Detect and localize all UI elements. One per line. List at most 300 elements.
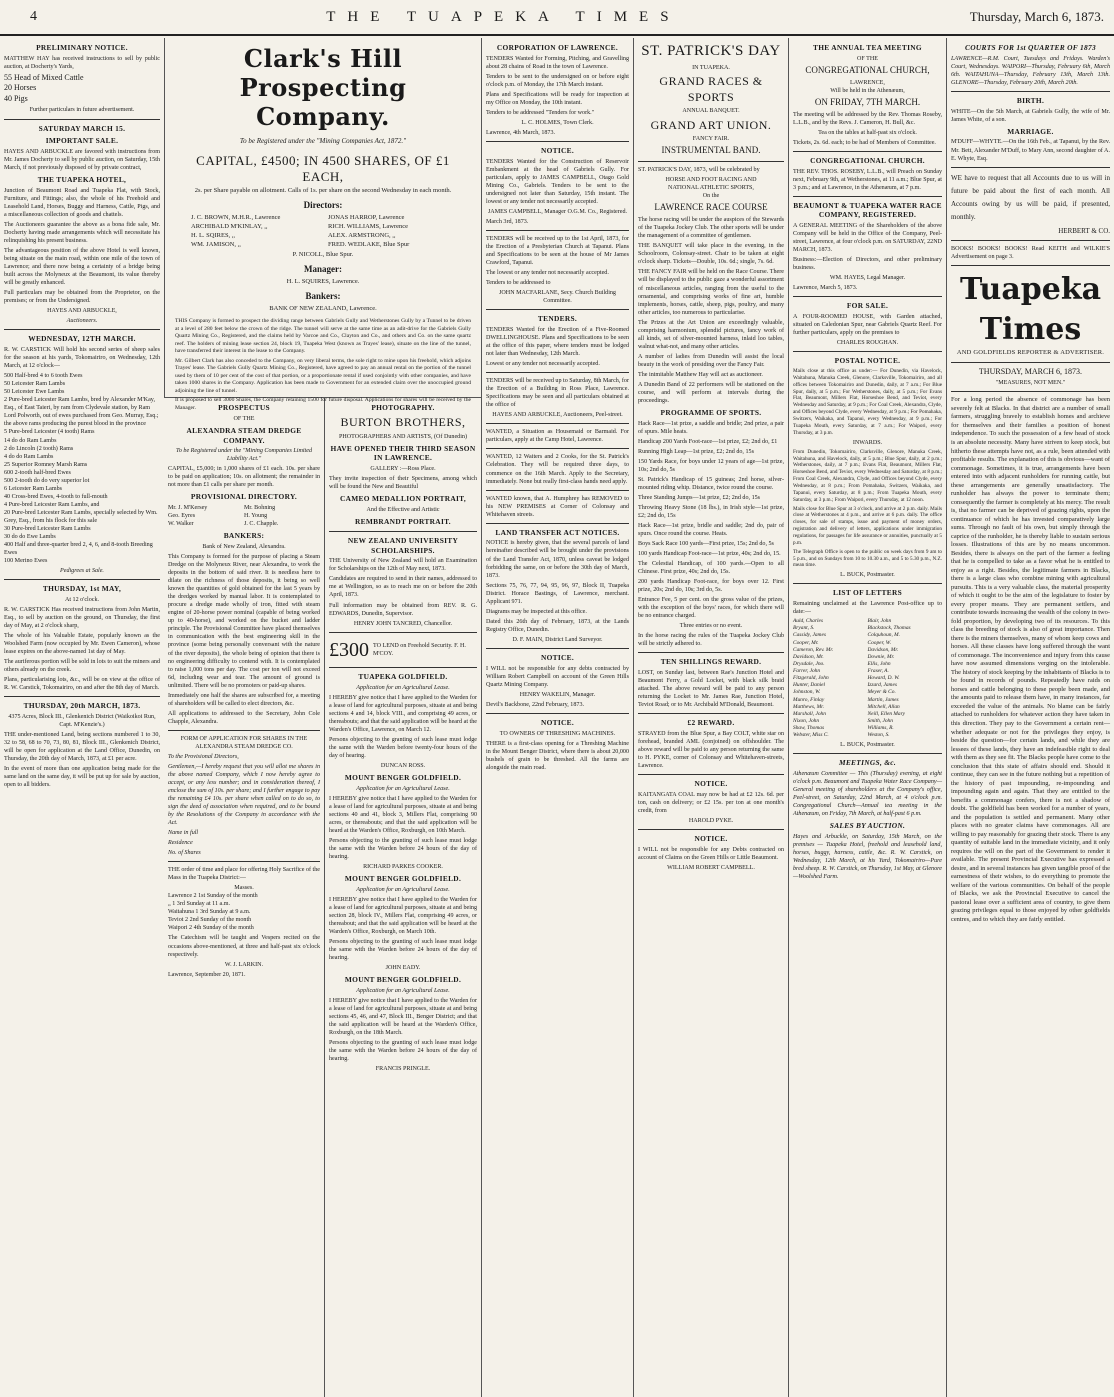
burton-brothers: BURTON BROTHERS, [340, 414, 466, 429]
sheep-item: 600 2-tooth half-bred Ewes [4, 469, 71, 476]
addressee: Howard, D. W. [867, 675, 900, 682]
event-item: Handicap 200 Yards Foot-race—1st prize, £2; 2nd do, £1 [638, 438, 778, 445]
notice-heading: NOTICE. [540, 652, 575, 662]
for-sale-heading: FOR SALE. [846, 301, 889, 311]
pedigree-note: Pedigrees at Sale. [60, 568, 104, 574]
land-transfer-body: Sections 75, 76, 77, 94, 95, 96, 97, Block II, Tuapeka District. Horace Bastings, of Lawrence, merchant. Applicant 971. [486, 582, 629, 605]
bankers-heading: Bankers: [305, 291, 341, 301]
director-name: JONAS HARROP, Lawrence [328, 214, 405, 221]
directors-list [175, 214, 471, 248]
gallery-location: GALLERY :—Ross Place. [370, 466, 436, 473]
addressee: Davidson, Mr. [867, 646, 899, 653]
divider [793, 296, 942, 297]
mass-row: Lawrence 2 1st Sunday of the month [168, 893, 258, 900]
column-7 [946, 38, 1114, 1397]
church-tender: The lowest or any tender not necessarily accepted. [486, 270, 609, 277]
third-season: HAVE OPENED THEIR THIRD SEASON IN LAWRENCE. [330, 443, 476, 463]
mass-row: Waitahuna 1 3rd Sunday at 9 a.m. [168, 909, 251, 916]
addressee: Johnston, W. [793, 689, 821, 696]
form-field-shares: No. of Shares [168, 850, 201, 857]
land-auction-note: In the event of more than one application being made for the same land on the same day, it will be put up for sale by auction, open to all bidders. [4, 766, 160, 789]
director-last: P. NICOLL, Blue Spur. [292, 251, 354, 258]
addressee: Hunter, Daniel [793, 682, 826, 689]
reward-heading: TEN SHILLINGS REWARD. [660, 657, 762, 667]
capital-terms: 2s. per Share payable on allotment. Calls of 1s. per share on the second Wednesday in each month. [194, 187, 452, 194]
telegraph-hours: The Telegraph Office is open to the public on week days from 9 am to 5 p.m., and on Sundays from 10 to 10.30 a.m., and 5 to 5.30 p.m., N.Z. mean time. [793, 548, 942, 569]
threshing-body: THERE is a first-class opening for a Threshing Machine in the Mount Benger District, where there is about 20,000 bushels of grain to be threshed. All the farms are alongside the main road. [486, 740, 629, 771]
sheep-item: 50 Leicester Ewe Lambs [4, 389, 65, 396]
director-name: WM. JAMISON, ,, [191, 241, 241, 248]
sheep-item: 30 Pure-bred Leicester Ram Lambs [4, 525, 91, 532]
event-item: St. Patrick's Handicap of 15 guineas; 2nd horse, silver-mounted riding whip. Distance, twice round the course. [638, 476, 784, 491]
dredge-capital: CAPITAL, £5,000; in 1,000 shares of £1 each. 10s. per share to be paid on application; 10s. on allotment; the remainder in not more than £1 calls per share per month. [168, 466, 320, 489]
debt-notice: I WILL not be responsible for any debts contracted by William Robert Campbell on account of the Green Hills Quartz Mining Company. [486, 665, 629, 688]
sheep-item: 4 Pure-bred Leicester Ram Lambs, and [4, 501, 100, 508]
dwelling-tender: Lowest or any tender not necessarily accepted. [486, 361, 600, 368]
priest-signature: W. J. LARKIN. [224, 961, 264, 968]
director-name: H. Young [244, 513, 268, 520]
addressee: Matthews, Mr. [793, 703, 824, 710]
tea-time: Tea on the tables at half-past six o'clock. [818, 129, 917, 136]
fancy-fair-title: FANCY FAIR. [692, 136, 730, 143]
issue-date: Thursday, March 6, 1873. [969, 9, 1104, 24]
divider [951, 391, 1110, 392]
event-item: Running High Leap—1st prize, £2; 2nd do, 15s [638, 448, 754, 455]
form-body: Gentlemen,—I hereby request that you will allot me shares in the above named Company, which I now hereby agree to accept, or any less number; and in consideration thereof, I enclose the sum of 10s. per share; and I further engage to pay the remaining £4 10s. per share when called on to do so, to sign the deed of association when required, and to be bound by the Resolutions of the Company in accordance with the Act. [168, 763, 320, 827]
sales-heading: SALES BY AUCTION. [829, 821, 906, 831]
mass-row: Teviot 2 2nd Sunday of the month [168, 917, 252, 924]
addressee: Ellis, John [867, 660, 891, 667]
sales-body: Hayes and Arbuckle, on Saturday, 15th March, on the premises — Tuapeka Hotel, freehold and leasehold land, horses, buggy, harness, cattle, &c. R. W. Carstick, on Wednesday, 12th March, at his Yard, Tokomairiro—Pure bred sheep. R. W. Carstick, on Thursday, 1st May, at Glenore—Woolshed Farm. [793, 834, 942, 881]
meeting-body: The meeting will be addressed by the Rev. Thomas Roseby, L.L.B., and by the Revs. J. Cameron, H. Bull, &c. [793, 111, 942, 126]
divider [638, 829, 784, 830]
masthead [0, 0, 1114, 36]
divider [4, 119, 160, 120]
divider [793, 196, 942, 197]
coal-notice: KAITANGATA COAL may now be had at £2 12s. 6d. per ton, cash on delivery; or £2 15s. per ton at one month's credit, from [638, 792, 784, 815]
lease-objection: Persons objecting to the granting of such lease must lodge the same with the Warden before 24 hours of the day of hearing. [329, 1040, 477, 1063]
surveyor-signature: D. F. MAIN, District Land Surveyor. [512, 636, 603, 643]
divider [486, 523, 629, 524]
hayes-signature: HAYES AND ARBUCKLE, Auctioneers, Peel-street. [492, 412, 623, 419]
wanted-ad: WANTED known, that A. Humphrey has REMOVED to his NEW PREMISES at Corner of Colonsay and Whitehaven streets. [486, 495, 629, 518]
addressee: Colquhoun, M. [867, 632, 900, 639]
dredge-applications: All applications to addressed to the Secretary, John Cole Chapple, Alexandra. [168, 710, 320, 725]
programme-heading: PROGRAMME OF SPORTS. [660, 407, 762, 417]
letters-heading: LIST OF LETTERS [833, 588, 902, 598]
rules-note: In the horse racing the rules of the Tuapeka Jockey Club will be strictly adhered to. [638, 633, 784, 648]
reservoir-date: March 3rd, 1873. [486, 219, 529, 226]
event-item: The Celestial Handicap, of 100 yards.—Open to all Chinese. First prize, 40s; 2nd do, 15s. [638, 561, 784, 576]
letters-names [793, 618, 942, 739]
edition-date: THURSDAY, MARCH 6, 1873. [978, 366, 1083, 376]
races-title: GRAND RACES & SPORTS [659, 73, 763, 104]
bona-fide-paragraph: The Auctioneers guarantee the above as a bona fide sale, Mr. Docherty having made arrangements which will necessitate his relinquishing his present business. [4, 222, 160, 245]
addressee: Fitzgerald, John [793, 675, 829, 682]
divider [168, 861, 320, 862]
church-tender: Tenders to be addressed to [486, 280, 551, 287]
divider [486, 423, 629, 424]
column-3 [324, 398, 481, 1397]
goldfield-heading: TUAPEKA GOLDFIELD. [358, 671, 448, 681]
director-name: Geo. Eyres [168, 513, 196, 520]
postal-closing: Mails close for Blue Spur at 3 o'clock, and arrive at 2 p.m. daily. Mails close at Wetherstones at 4 p.m., and arrive at 6 p.m. daily. The office closes, for sale of stamps, issue and payment of money orders, registration and delivery of letters, applications under immigration regulations, for passages for life assurance or annuities, punctually at 5 p.m. [793, 505, 942, 546]
hotel-heading: THE TUAPEKA HOTEL, [37, 175, 127, 185]
macfarlane-signature: JOHN MACFARLANE, Secy. Church Building Committee. [499, 290, 616, 305]
sheep-item: 6 Leicester Ram Lambs [4, 485, 63, 492]
notice-heading: NOTICE. [540, 146, 575, 156]
divider [486, 490, 629, 491]
mass-row: „ 1 3rd Sunday at 11 a.m. [168, 901, 231, 908]
livestock-item: 40 Pigs [4, 93, 28, 103]
land-transfer-body: Diagrams may be inspected at this office. [486, 608, 587, 615]
university-body: Candidates are required to send in their names, addressed to me at Wellington, so as to reach me on or before the 20th April, 1873. [329, 576, 477, 599]
university-heading: NEW ZEALAND UNIVERSITY SCHOLARSHIPS. [347, 535, 459, 555]
dredge-directors [168, 504, 320, 528]
land-notice: THE under-mentioned Land, being sections numbered 1 to 30, 32 to 58, 68 to 70, 73, 80, 81, Block III., Glenkenich District, will be open for application at the Land Office, Dunedin, on Thursday, the 20th day of March, 1873, at £1 per acre. [4, 731, 160, 763]
form-field-name: Name in full [168, 830, 199, 837]
dredge-registration: To be Registered under the "Mining Companies Limited Liability Act." [176, 448, 312, 463]
further-particulars: Further particulars in future advertisement. [29, 107, 135, 114]
meeting-date: ON FRIDAY, 7TH MARCH. [814, 96, 921, 107]
hayes-signature: WM. HAYES, Legal Manager. [829, 275, 906, 282]
event-item: Boys Sack Race 100 yards—First prize, 15s; 2nd do, 5s [638, 541, 774, 548]
lease-objection: Persons objecting to the granting of such lease must lodge the same with the Warden before 24 hours of the day of hearing. [329, 838, 477, 861]
divider [329, 667, 477, 668]
venue: Will be held in the Athenæum, [830, 87, 905, 94]
mass-row: Waipori 2 4th Sunday of the month [168, 925, 254, 932]
form-field-residence: Residence [168, 840, 193, 847]
church-heading: CONGREGATIONAL CHURCH. [810, 155, 925, 165]
road-tender: Plans and Specifications will be ready for inspection at my Office on Monday, the 10th instant. [486, 91, 629, 106]
lease-notice: I HEREBY give notice that I have applied to the Warden for a lease of land for agricultural purposes, situate at and being section 28, block IV., Millers Flat, comprising 49 acres, or thereabout; and that the said application will be heard at the Warden's Office, Roxburgh, on March 10th. [329, 896, 477, 936]
bank-name: Bank of New Zealand, Alexandra. [202, 544, 286, 551]
divider [793, 351, 942, 352]
divider [793, 151, 942, 152]
event-list [638, 420, 784, 595]
sheep-item: 2 do Lincoln (2 tooth) Rams [4, 445, 74, 452]
road-tender: TENDERS Wanted for Forming, Pitching, and Gravelling about 28 chains of Road in the town of Lawrence. [486, 55, 629, 70]
hay-notice: MATTHEW HAY has received instructions to sell by public auction, at Docherty's Yards, [4, 55, 160, 70]
water-race-date: Lawrence, March 5, 1873. [793, 285, 858, 292]
dredge-body: This Company is formed for the purpose of placing a Steam Dredge on the Molyneux River, near Alexandra, to work the deposits in the bottom of said river. It is needless here to dilate on the richness of those deposits, it being so well known the quantities of gold obtained for the last 5 years by the dredges worked by manual labor. It is contemplated to procure a dredge made wholly of iron, fitted with steam engine of 20-horse power nominal (capable of being worked up to 40-horse), and worked on the bucket and ladder principle. The Provisional Committee have placed themselves in communication with the best engineering skill in the province (some being personally conversant with the nature of the river deposits), the whole being of opinion that there is no engineering difficulty to contend with. It is contemplated to raise 1,000 tons per day. The cost per ton will not exceed 6d, including wear and tear. The amount of ground is unlimited. There will be no promoters or paid-up shares. [168, 554, 320, 689]
director-name: FRED. WEDLAKE, Blue Spur [328, 241, 410, 248]
campbell-signature: WILLIAM ROBERT CAMPBELL. [667, 865, 755, 872]
divider [168, 730, 320, 731]
addressee: Farrer, John [793, 668, 821, 674]
letters-intro: Remaining unclaimed at the Lawrence Post-office up to date:— [793, 601, 942, 616]
postmaster-signature: L. BUCK, Postmaster. [840, 742, 895, 749]
photography-heading: PHOTOGRAPHY. [371, 403, 435, 412]
threshing-heading: TO OWNERS OF THRESHING MACHINES. [499, 730, 616, 737]
prospectus-heading: PROSPECTUS [218, 403, 270, 412]
thursday-time: At 12 o'clock. [64, 596, 100, 603]
inwards-heading: INWARDS. [852, 439, 883, 446]
column-1 [0, 38, 164, 1397]
lease-signature: FRANCIS PRINGLE. [375, 1066, 431, 1073]
addressee: Marshall, John [793, 710, 826, 717]
dredge-meeting: Immediately one half the shares are subscribed for, a meeting of shareholders will be called to elect directors, &c. [168, 692, 320, 707]
lend-advert [329, 637, 477, 663]
application-form-heading: FORM OF APPLICATION FOR SHARES IN THE ALEXANDRA STEAM DREDGE CO. [180, 735, 308, 750]
auctioneer-signature: HAYES AND ARBUCKLE, [47, 308, 117, 315]
addressee: Munro, Finlay [793, 696, 825, 703]
general-meeting: A GENERAL MEETING of the Shareholders of the above Company will be held in the Office of the Company, Peel-street, Lawrence, at four o'clock p.m. on SATURDAY, 22ND MARCH, 1873. [793, 223, 942, 254]
masses-heading: Masses. [234, 885, 254, 892]
marriage-body: M'DUFF—WHYTE.—On the 16th Feb., at Tapanui, by the Rev. Mr. Bett, Alexander M'Duff, to Mary Ann, second daughter of A. E. Whyte, Esq. [951, 139, 1110, 162]
water-race-heading: BEAUMONT & TUAPEKA WATER RACE COMPANY, REGISTERED. [793, 200, 942, 220]
divider [329, 632, 477, 633]
corporation-heading: CORPORATION OF LAWRENCE. [496, 43, 619, 52]
divider [486, 713, 629, 714]
divider [486, 448, 629, 449]
divider [4, 329, 160, 330]
divider [4, 579, 160, 580]
tickets: Tickets, 2s. 6d. each; to be had of Members of Committee. [793, 139, 936, 146]
catechism-note: The Catechism will be taught and Vespers recited on the occasions above-mentioned, at three and half-past six o'clock respectively. [168, 935, 320, 958]
editorial: For a long period the absence of commonage has been severely felt at Blacks. In that district are a number of small farmers, struggling bravely to establish homes and archieve for themselves and their families a position of honest independence. To such the possession of a few head of stock is an absolute necessity. Many have striven to keep stock, but hitherto these attempts have not, as a rule, been attended with profitable results. The explanation of this is obvious—want of commonage. Sometimes, it is true, arrangements have been entered into with adjacent runholders for running cattle, but these arrangements are generally unsatisfactory. The runholder has always the power to terminate them; consequently the farmer is completely at his mercy. The result is, that no farmer can be deprived of grazing rights, upon the continuance of which he has invested comparatively large sums. Through no fault of his own, but simply through the caprice of the runholder, he is thereby liable to sustain serious losses. Illustrations of this are by no means uncommon. Besides, there is always on the part of the farmer a feeling that he is compelled to take as a favor what he is entitled to enjoy as a right. Besides, the legitimate farmers in Blacks, there is a large class who combine mining with agricultural pursuits. This is a very valuable class, the material prosperity of which it ought to be the aim of the legislature to foster by every proper means. They are permanent settlers, and contribute towards increasing the wealth of the colony in two-fold proportion, by developing two of its resources. To this class the breeding of stock is also of great importance. Then there is the miners themselves, many of whom keep cows and horses. All these classes have long suffered through the want of commonage. The inconvenience and injury from this cause have now assumed dimensions verging on the intolerable. The history of stock keeping by the inhabitants of Blacks is to be found in records of pounds. Repeatedly have raids on horses and cattle belonging to these people been made, and the amounts paid to release them have, in many instances, far exceeded the value of the animals. No blame can be fairly attached to runholders for whatever action they have taken in this direction. They pay to the Government a certain rent—whether adequate or not for the privileges they enjoy, is beside the question—for certain lands, and while they are lessees of these lands, they have an indefeasible right to deal with them as they see fit. The Blacks people have come to the conclusion that this state of affairs should end. Should it continue, they can see in the future nothing but a repetition of the history of past impounding, re-impounding and impounding again and again. That they are entitled to the benefits a commonage confers, there is not a shadow of doubt. The goldfield has been worked for a number of years, and the population is settled and permanent. Many other places with no greater claims have commonages. All are willing to pay reasonably for grazing their stock. There is any quantity of suitable land in the immediate vicinity, and it only requires the will on the part of the Government to render it available. The present Provincial Executive has expressed a desire, and in several instances has given tangible proof of the earnestness of their wishes, to do everything to promote the welfare of the various communities. On behalf of the people of Blacks, we ask the Provincial Executive to cancel the pastoral lease over a sufficient area of country, to give them grazing privileges equal to those enjoyed by other goldfields centres, and to which they are fairly entitled. [951, 396, 1110, 923]
entrance-fee: Entrance Fee, 5 per cent. on the gross value of the prizes, with the exception of the boys' races, for which there will be no entrance charged. [638, 597, 784, 620]
notice-heading: NOTICE. [694, 779, 728, 789]
pyke-signature: HAROLD PYKE. [688, 818, 734, 825]
addressee: Davidson, Mr. [793, 653, 824, 660]
carstick-estate-sale: R. W. CARSTICK Has received instructions from John Martin, Esq., to sell by auction on the ground, on Thursday, the first day of May, at 2 o'clock sharp, [4, 606, 160, 629]
sheep-item: 500 Half-bred 4 to 6 tooth Ewes [4, 373, 83, 380]
addressee: Williams, R. [867, 725, 894, 731]
art-union-title: GRAND ART UNION. [650, 117, 772, 132]
director-name: J. C. BROWN, M.H.R., Lawrence [191, 214, 281, 221]
divider [638, 652, 784, 653]
newspaper-name: THE TUAPEKA TIMES [326, 8, 681, 25]
house-for-sale: A FOUR-ROOMED HOUSE, with Garden attached, situated on Caledonian Spur, near Gabriels Quartz Reef. For further particulars, apply on the premises to [793, 314, 942, 337]
woolshed-farm: The whole of his Valuable Estate, popularly known as the Woolshed Farm (now occupied by Mr. Ewen Cameron), whose lease expires on the above-named 1st day of May. [4, 632, 160, 655]
addressee: Bryant, S. [793, 625, 815, 632]
lease-notice: I HEREBY give notice that I have applied to the Warden for a lease of land for agricultural purposes, situate at and being sections 4 and 14, block VIII., and comprising 49 acres, or thereabouts; and that the said application will be heard at the Warden's Office, Lawrence, on March 12. [329, 694, 477, 733]
particulars-paragraph: Full particulars may be obtained from the Proprietor, on the premises; or from the Undersigned. [4, 290, 160, 305]
addressee: Neill, Ellen Mary [867, 710, 906, 717]
addressee: Smith, John [867, 717, 893, 724]
sheep-item: 50 Leicester Ram Lambs [4, 381, 66, 388]
newspaper-subtitle: AND GOLDFIELDS REPORTER & ADVERTISER. [956, 349, 1105, 357]
motto: "MEASURES, NOT MEN." [995, 380, 1066, 387]
tea-meeting-heading: THE ANNUAL TEA MEETING [813, 43, 922, 52]
sheep-item: 30 do do Ewe Lambs [4, 533, 56, 540]
reservoir-tender: TENDERS Wanted for the Construction of Reservoir Embankment at the head of Gabriels Gully. For particulars, apply to JAMES CAMPBELL, Otago Gold Mining Co., Gabriels. Tenders to be sent to the undersigned not later than Saturday, 15th instant. The lowest or any tender not necessarily accepted. [486, 158, 629, 205]
sheep-item: 2 Pure-bred Leicester Ram Lambs, bred by Alexander M'Kay, Esq., of East Taieri, by ram from Clydevale station, by Ram Lord Polworth, out of ewes purchased from Geo. Murray, Esq.; the above rams producing the purest blood in the province [4, 397, 159, 428]
director-name: ARCHIBALD M'KINLAY, ,, [191, 223, 268, 230]
books-ad: BOOKS! BOOKS! BOOKS! Read KEITH and WILKIE'S Advertisement on page 3. [951, 246, 1110, 261]
mass-schedule [168, 892, 320, 932]
addressee: Cassidy, James [793, 632, 826, 639]
auriferous-portion: The auriferous portion will be sold in lots to suit the miners and others already on the creek. [4, 659, 160, 674]
herbert-signature: HERBERT & CO. [1058, 226, 1110, 235]
carstick-sheep-sale: R. W. CARSTICK Will hold his second series of sheep sales for the season at his yards, Tokomairiro, on Wednesday, 12th March, at 12 o'clock— [4, 347, 160, 370]
cameo-heading: CAMEO MEDALLION PORTRAIT, [340, 494, 466, 504]
divider [951, 265, 1110, 266]
sheep-item: 400 Half and three-quarter bred 2, 4, 6, and 8-tooth Breeding Ewes [4, 541, 153, 556]
thursday-heading: THURSDAY, 1st MAY, [42, 584, 122, 594]
band-body: A Dunedin Band of 22 performers will be stationed on the course, and will perform at intervals during the proceedings. [638, 381, 784, 404]
racing-line: HORSE AND FOOT RACING AND [665, 177, 757, 184]
provisional-directory: PROVISIONAL DIRECTORY. [190, 492, 298, 502]
addressee: Cooper, W. [867, 639, 892, 646]
addressee: Mitchell, Allan [867, 703, 900, 710]
livestock-item: 20 Horses [4, 83, 37, 93]
addressee: Shaw, Thomas [793, 725, 825, 731]
director-name: W. Walker [168, 521, 194, 528]
university-body: THE University of New Zealand will hold an Examination for Scholarships on the 12th of May next, 1873. [329, 558, 477, 573]
addressee: Downie, Mr. [867, 653, 895, 660]
director-name: H. L. SQIRES, ,, [191, 232, 236, 239]
sports-line: NATIONAL ATHLETIC SPORTS, [668, 185, 754, 192]
event-item: 150 Yards Race, for boys under 12 years of age—1st prize, 10s; 2nd do, 5s [638, 458, 784, 473]
reward-heading: £2 REWARD. [687, 718, 735, 728]
lease-signature: DUNCAN ROSS. [380, 763, 426, 770]
building-tender: TENDERS will be received up to Saturday, 8th March, for the Erection of a Building in Ross Place, Lawrence. Specifications may be seen and all particulars obtained at the office of [486, 378, 629, 409]
roughan-signature: CHARLES ROUGHAN. [836, 340, 899, 347]
land-sale-heading: THURSDAY, 20th MARCH, 1873. [23, 701, 141, 711]
livestock-list [4, 73, 160, 105]
divider [486, 309, 629, 310]
lease-notice: I HEREBY give notice that I have applied to the Warden for a lease of land for agricultural purposes, situate at and being sections 45, 46, and 47, Block III., Benger District; and that the said application will be heard at the Warden's Office, Roxburgh, on the 18th March. [329, 998, 477, 1037]
divider [951, 91, 1110, 92]
plans-note: Plans, particularising lots, &c., will be on view at the office of R. W. Carstick, Tokomairiro, on and after the 8th day of March. [4, 677, 160, 692]
newspaper-title: Tuapeka Times [959, 272, 1102, 347]
sheep-item: 40 Cross-bred Ewes, 4-tooth to full-mouth [4, 493, 108, 500]
fair-body: THE FANCY FAIR will be held on the Race Course. There will be displayed to the public gaze a wonderful assortment of miscellaneous articles, ranging from the useful to the ornamental, and comprising works of fine art, humble implements, horses, cattle, sheep, pigs, poultry, and many other articles, too numerous to particularise. [638, 269, 784, 316]
church-name: CONGREGATIONAL CHURCH, [805, 64, 930, 75]
land-transfer-body: Dated this 26th day of February, 1873, at the Lands Registry Office, Dunedin. [486, 618, 629, 633]
lease-notice: I HEREBY give notice that I have applied to the Warden for a lease of land for agricultural purposes, situate at and being sections 40 and 41, block 3, Millers Flat, comprising 90 acres, or thereabouts; and that the said application will be heard at the Warden's Office, Roxburgh, on 10th March. [329, 795, 477, 834]
mass-date: Lawrence, September 20, 1871. [168, 971, 246, 978]
prizes-body: The Prizes at the Art Union are exceedingly valuable, comprising harmonium, splendid pictures, fancy work of all kinds, set of silver-mounted harness, inlaid loo tables, walnut what-not, and many other articles. [638, 319, 784, 350]
divider [4, 696, 160, 697]
goldfield-heading: MOUNT BENGER GOLDFIELD. [344, 773, 462, 783]
lease-heading: Application for an Agricultural Lease. [356, 684, 450, 691]
postal-heading: POSTAL NOTICE. [834, 356, 901, 366]
sheep-item: 14 do do Ram Lambs [4, 437, 57, 444]
director-name: J. C. Chapple. [244, 521, 279, 528]
sheep-item: 100 Merino Ewes [4, 557, 48, 564]
celebration-text: ST. PATRICK'S DAY, 1873, will be celebrated by [638, 167, 760, 174]
addressee: Weston, S. [867, 732, 890, 739]
st-patricks-title: ST. PATRICK'S DAY [641, 43, 781, 59]
prospectus-paragraph: It is proposed to sell 3000 Shares, the Company retaining 1500 for future disposal. Applications for shares will be received by the Manager. [175, 397, 471, 412]
divider [486, 372, 629, 373]
of-the: OF THE [856, 55, 879, 62]
land-transfer-heading: LAND TRANSFER ACT NOTICES. [495, 527, 620, 537]
birth-heading: BIRTH. [1016, 95, 1045, 105]
preaching-notice: THE REV. THOS. ROSEBY, L.L.B., will Preach on Sunday next, February 9th, at Wetherstones, at 11 a.m.; Blue Spur, at 3 p.m.; and at Lawrence, in the Athenæum, at 7 p.m. [793, 168, 942, 191]
wakelin-date: Devil's Backbone, 22nd February, 1873. [486, 701, 585, 708]
director-name: Mr. J. M'Kersey [168, 505, 208, 512]
lend-text: TO LEND on Freehold Security. F. H. M'COY. [373, 642, 466, 657]
addressee: Auld, Charles [793, 618, 823, 625]
sheep-item: 25 Superior Romney Marsh Rams [4, 461, 88, 468]
town-clerk-signature: L. C. HOLMES, Town Clerk. [521, 119, 594, 126]
registration-note: To be Registered under the "Mining Companies Act, 1872." [239, 137, 407, 145]
event-item: 100 yards Handicap Foot-race—1st prize, 40s; 2nd do, 15. [638, 551, 781, 558]
prospectus-paragraph: THIS Company is formed to prospect the dividing range between Gabriels Gully and Wetherstones Gully by a Tunnel to be driven at a level of 280 feet below the crown of the ridge. The tunnel will serve at the same time as an adit-drive for the Gabriels Gully Quartz Mining Co., Registered, and the claims held by Varcoe and Co., Clayton and Co., and others and Co. on the same quartz reef. The holders of mining lease section 24, block 19, Tuapeka West (known as Trayes' lease), situate on the line of the tunnel, have transferred their interest in the lease to the Company. [175, 318, 471, 355]
page-number: 4 [30, 9, 37, 24]
addressee: Fraser, A. [867, 668, 889, 674]
sheep-item: 20 Pure-bred Leicester Ram Lambs, specially selected by Wm. Grey, Esq., from his flock for this sale [4, 509, 158, 524]
marriage-heading: MARRIAGE. [1007, 126, 1054, 136]
director-name: RICH. WILLIAMS, Lawrence [328, 223, 409, 230]
of-the: OF THE [233, 415, 255, 422]
reward-body: LOST, on Sunday last, between Rae's Junction Hotel and Beaumont Ferry, a Gold Locket, with black silk braid attached. The above reward will be paid to any person returning the Locket to Mr. James Rae, Junction Hotel, Teviot Road; or to Mr. Archibald M'Donald, Beaumont. [638, 670, 784, 709]
lease-heading: Application for an Agricultural Lease. [356, 987, 450, 994]
column-2 [164, 398, 324, 1397]
lease-objection: Persons objecting to the granting of such lease must lodge the same with the Warden before twenty-four hours of the day of hearing. [329, 736, 477, 759]
mass-order-notice: THE order of time and place for offering Holy Sacrifice of the Mass in the Tuapeka District:— [168, 867, 321, 882]
divider [486, 230, 629, 231]
livestock-item: 55 Head of Mixed Cattle [4, 72, 84, 82]
hayes-arbuckle-notice: HAYES AND ARBUCKLE are favored with instructions from Mr. James Docherty to sell by public auction, on Saturday, 15th March, if not previously disposed of by private contract, [4, 149, 160, 172]
capital-line: CAPITAL, £4500; IN 4500 SHARES, OF £1 EACH, [196, 153, 450, 184]
sheep-item: 500 2-tooth do do very superior lot [4, 477, 90, 484]
column-4 [481, 38, 633, 1397]
sheep-item: 4 do do Ram Lambs [4, 453, 54, 460]
band-title: INSTRUMENTAL BAND. [661, 145, 761, 156]
in-tuapeka: IN TUAPEKA. [692, 64, 730, 71]
manager-name: H. L. SQUIRES, Lawrence. [286, 278, 360, 285]
company-title: Clark's Hill Prospecting Company. [239, 44, 407, 131]
divider [638, 774, 784, 775]
event-item: Hack Race—1st prize, a saddle and bridle; 2nd prize, a pair of spurs. Mile heats. [638, 420, 784, 435]
sheep-list [4, 372, 160, 565]
lease-objection: Persons objecting to the granting of such lease must lodge the same with the Warden before 24 hours of the day of hearing. [329, 939, 477, 962]
postal-outwards: Mails close at this office as under:— For Dunedin, via Havelock, Waitahuna, Manuka Creek, Glenore, Clarksville, Tokomairiro, and all offices between Tokomairiro and Dunedin, daily, at 7 a.m.; For Blue Spur, daily, at 5 p.m.; For Wetherstones, daily, at 5 p.m.; For Evans Flat, Beaumont, Millers Flat, Horseshoe Bend, and Teviot, every Wednesday and Saturday, at 9 p.m.; For Coal Creek, Alexandra, Clyde, and Offices beyond Clyde, every Wednesday, at 9 p.m.; For Pomahaka, Switzers, Waikaka, and Tapanui, every Wednesday, at 9 p.m.; For Tuapeka Mouth, every Saturday, at 7 a.m.; For Waipori, every Thursday, at 3 p.m. [793, 368, 942, 436]
divider [951, 362, 1110, 363]
addressee: Drysdale, Jno. [793, 660, 825, 667]
addressee: Blair, John [867, 618, 892, 625]
racing-body: The horse racing will be under the auspices of the Stewards of the Tuapeka Jockey Club. The other sports will be under the management of a committee of gentlemen. [638, 217, 784, 240]
column-6 [788, 38, 946, 1397]
divider [793, 753, 942, 754]
divider [638, 713, 784, 714]
postmaster-signature: L. BUCK, Postmaster. [840, 572, 895, 579]
banquet-body: THE BANQUET will take place in the evening, in the Schoolroom, Colonsay-street. Chair to be taken at eight o'clock sharp. Tickets—Double, 10s. 6d.; single, 7s. 6d. [638, 243, 784, 266]
hotel-position-paragraph: The advantageous position of the above Hotel is well known, being situate on the main road, within one mile of the town of Lawrence; and there now being a certainty of a bridge being built across the Molyneux at the Beaumont, its value thereby will be greatly enhanced. [4, 248, 160, 287]
entries-note: Three entries or no event. [679, 623, 743, 630]
columns [0, 38, 1114, 1397]
road-tender: Tenders to be sent to the undersigned on or before eight o'clock p.m. of Monday, the 17th March instant. [486, 73, 629, 88]
postal-inwards: From Dunedin, Tokomairiro, Clarksville, Glenore, Manuka Creek, Waitahuna, and Havelock, daily, at 5 p.m.; Blue Spur, daily, at 2 p.m.; Wetherstones, daily, at 7 p.m.; Evans Flat, Beaumont, Millers Flat, Horseshoe Bend, and Teviot, every Wednesday and Saturday, at 8 p.m.; From Coal Creek, Alexandra, Clyde, and Offices beyond Clyde, every Wednesday, at 8 p.m.; From Pomahaka, Switzers, Waikaka, and Tapanui, every Saturday, at 8 p.m.; From Tuapeka Mouth, every Saturday, at 3 p.m.; From Waipori, every Thursday, at 12 noon. [793, 448, 942, 503]
tenders-heading: TENDERS. [537, 314, 578, 324]
event-item: Hack Race—1st prize, bridle and saddle; 2nd do, pair of spurs. Once round the course. Heats. [638, 523, 784, 538]
divider [951, 240, 1110, 241]
addressee: Webster, Miss C. [793, 732, 829, 739]
race-course: LAWRENCE RACE COURSE [654, 202, 768, 213]
reward-body: STRAYED from the Blue Spur, a Bay COLT, white star on forehead, branded AML (conjoined) on offshoulder. The above reward will be paid to any person returning the same to H. PYKE, corner of Colonsay and Whitehaven-streets, Lawrence. [638, 731, 784, 770]
wanted-ad: WANTED, 12 Waiters and 2 Cooks, for the St. Patrick's Celebration. They will be required three days, to commence on the 16th March. Apply to the Secretary, immediately. None but really first-class hands need apply. [486, 454, 629, 485]
divider [793, 583, 942, 584]
campbell-signature: JAMES CAMPBELL, Manager O.G.M. Co., Registered. [487, 209, 628, 215]
dwelling-tender: TENDERS Wanted for the Erection of a Five-Roomed DWELLINGHOUSE. Plans and Specifications to be seen at the office of this paper, where tenders must be lodged not later than Wednesday, 12th March. [486, 327, 629, 358]
lease-heading: Application for an Agricultural Lease. [356, 785, 450, 792]
sale-date-heading: SATURDAY MARCH 15. [38, 123, 126, 133]
director-name: Mr. Bohning [244, 505, 276, 512]
courts-body: LAWRENCE—R.M. Court, Tuesdays and Fridays. Warden's Court, Wednesdays. WAIPORI—Thursday, February 6th, March 6th. WAITAHUNA—Thursday, February 13th, March 13th. GLENORE—Thursday, February 20th, March 20th. [951, 55, 1110, 86]
ladies-body: A number of ladies from Dunedin will assist the local beauty in the work of presiding over the Fancy Fair. [638, 353, 784, 368]
director-name: ALEX. ARMSTRONG, ,, [328, 232, 396, 239]
lease-heading: Application for an Agricultural Lease. [356, 886, 450, 893]
town-name: LAWRENCE, [850, 79, 885, 86]
burton-sub: PHOTOGRAPHERS AND ARTISTS, (Of Dunedin) [338, 433, 467, 440]
wakelin-signature: HENRY WAKELIN, Manager. [519, 691, 596, 698]
column-5 [633, 38, 788, 1397]
